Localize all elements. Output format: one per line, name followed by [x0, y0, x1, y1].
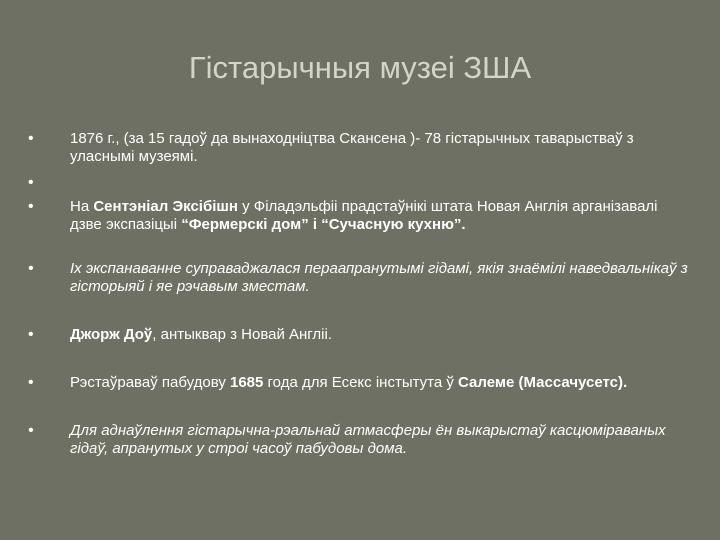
bullet-text: 1876 г., (за 15 гадоў да вынаходніцтва Скансена )- 78 гістарычных таварыстваў з уласнымі музеямі. — [70, 130, 634, 165]
bullet-bold-text: Сентэніал Эксібішн — [93, 198, 238, 215]
bullet-item — [28, 422, 688, 458]
bullet-text: у Філадэльфіі прадстаўнікі штата Новая Англія арганізавалі дзве экспазіцыі — [70, 198, 658, 233]
bullet-item — [28, 374, 688, 392]
bullet-text: На — [70, 198, 94, 215]
bullet-bold-text: “Фермерскі дом” і “Сучасную кухню”. — [181, 216, 466, 233]
bullet-dot-icon: • — [28, 260, 34, 277]
bullet-dot-icon: • — [28, 326, 34, 343]
bullet-text: , антыквар з Новай Англіі. — [152, 326, 333, 343]
bullet-bold-text: Салеме (Массачусетс). — [458, 374, 628, 391]
bullet-item — [28, 130, 688, 166]
bullet-dot-icon: • — [28, 130, 34, 147]
bullet-dot-icon: • — [28, 374, 34, 391]
bullet-text: Для аднаўлення гістарычна-рэальнай атмасферы ён выкарыстаў касцюміраваных гідаў, апранутых у строі часоў пабудовы дома. — [70, 422, 666, 457]
bullet-bold-text: 1685 — [230, 374, 264, 391]
bullet-dot-icon: • — [28, 422, 34, 439]
bullet-dot-icon: • — [28, 174, 34, 191]
bullet-text: Іх экспанаванне суправаджалася пераапранутымі гідамі, якія знаёмілі наведвальнікаў з гісторыяй і яе рэчавым зместам. — [70, 260, 688, 295]
bullet-text: года для Есекс інстытута ў — [263, 374, 459, 391]
bullet-text: Рэстаўраваў пабудову — [70, 374, 230, 391]
bullet-item — [28, 198, 688, 234]
bullet-item — [28, 326, 688, 344]
bullet-item-empty — [28, 174, 688, 192]
bullet-bold-text: Джорж Доў — [70, 326, 153, 343]
bullet-list — [28, 130, 688, 458]
bullet-item — [28, 260, 688, 296]
slide-title: Гістарычныя музеі ЗША — [188, 50, 532, 85]
bullet-dot-icon: • — [28, 198, 34, 215]
